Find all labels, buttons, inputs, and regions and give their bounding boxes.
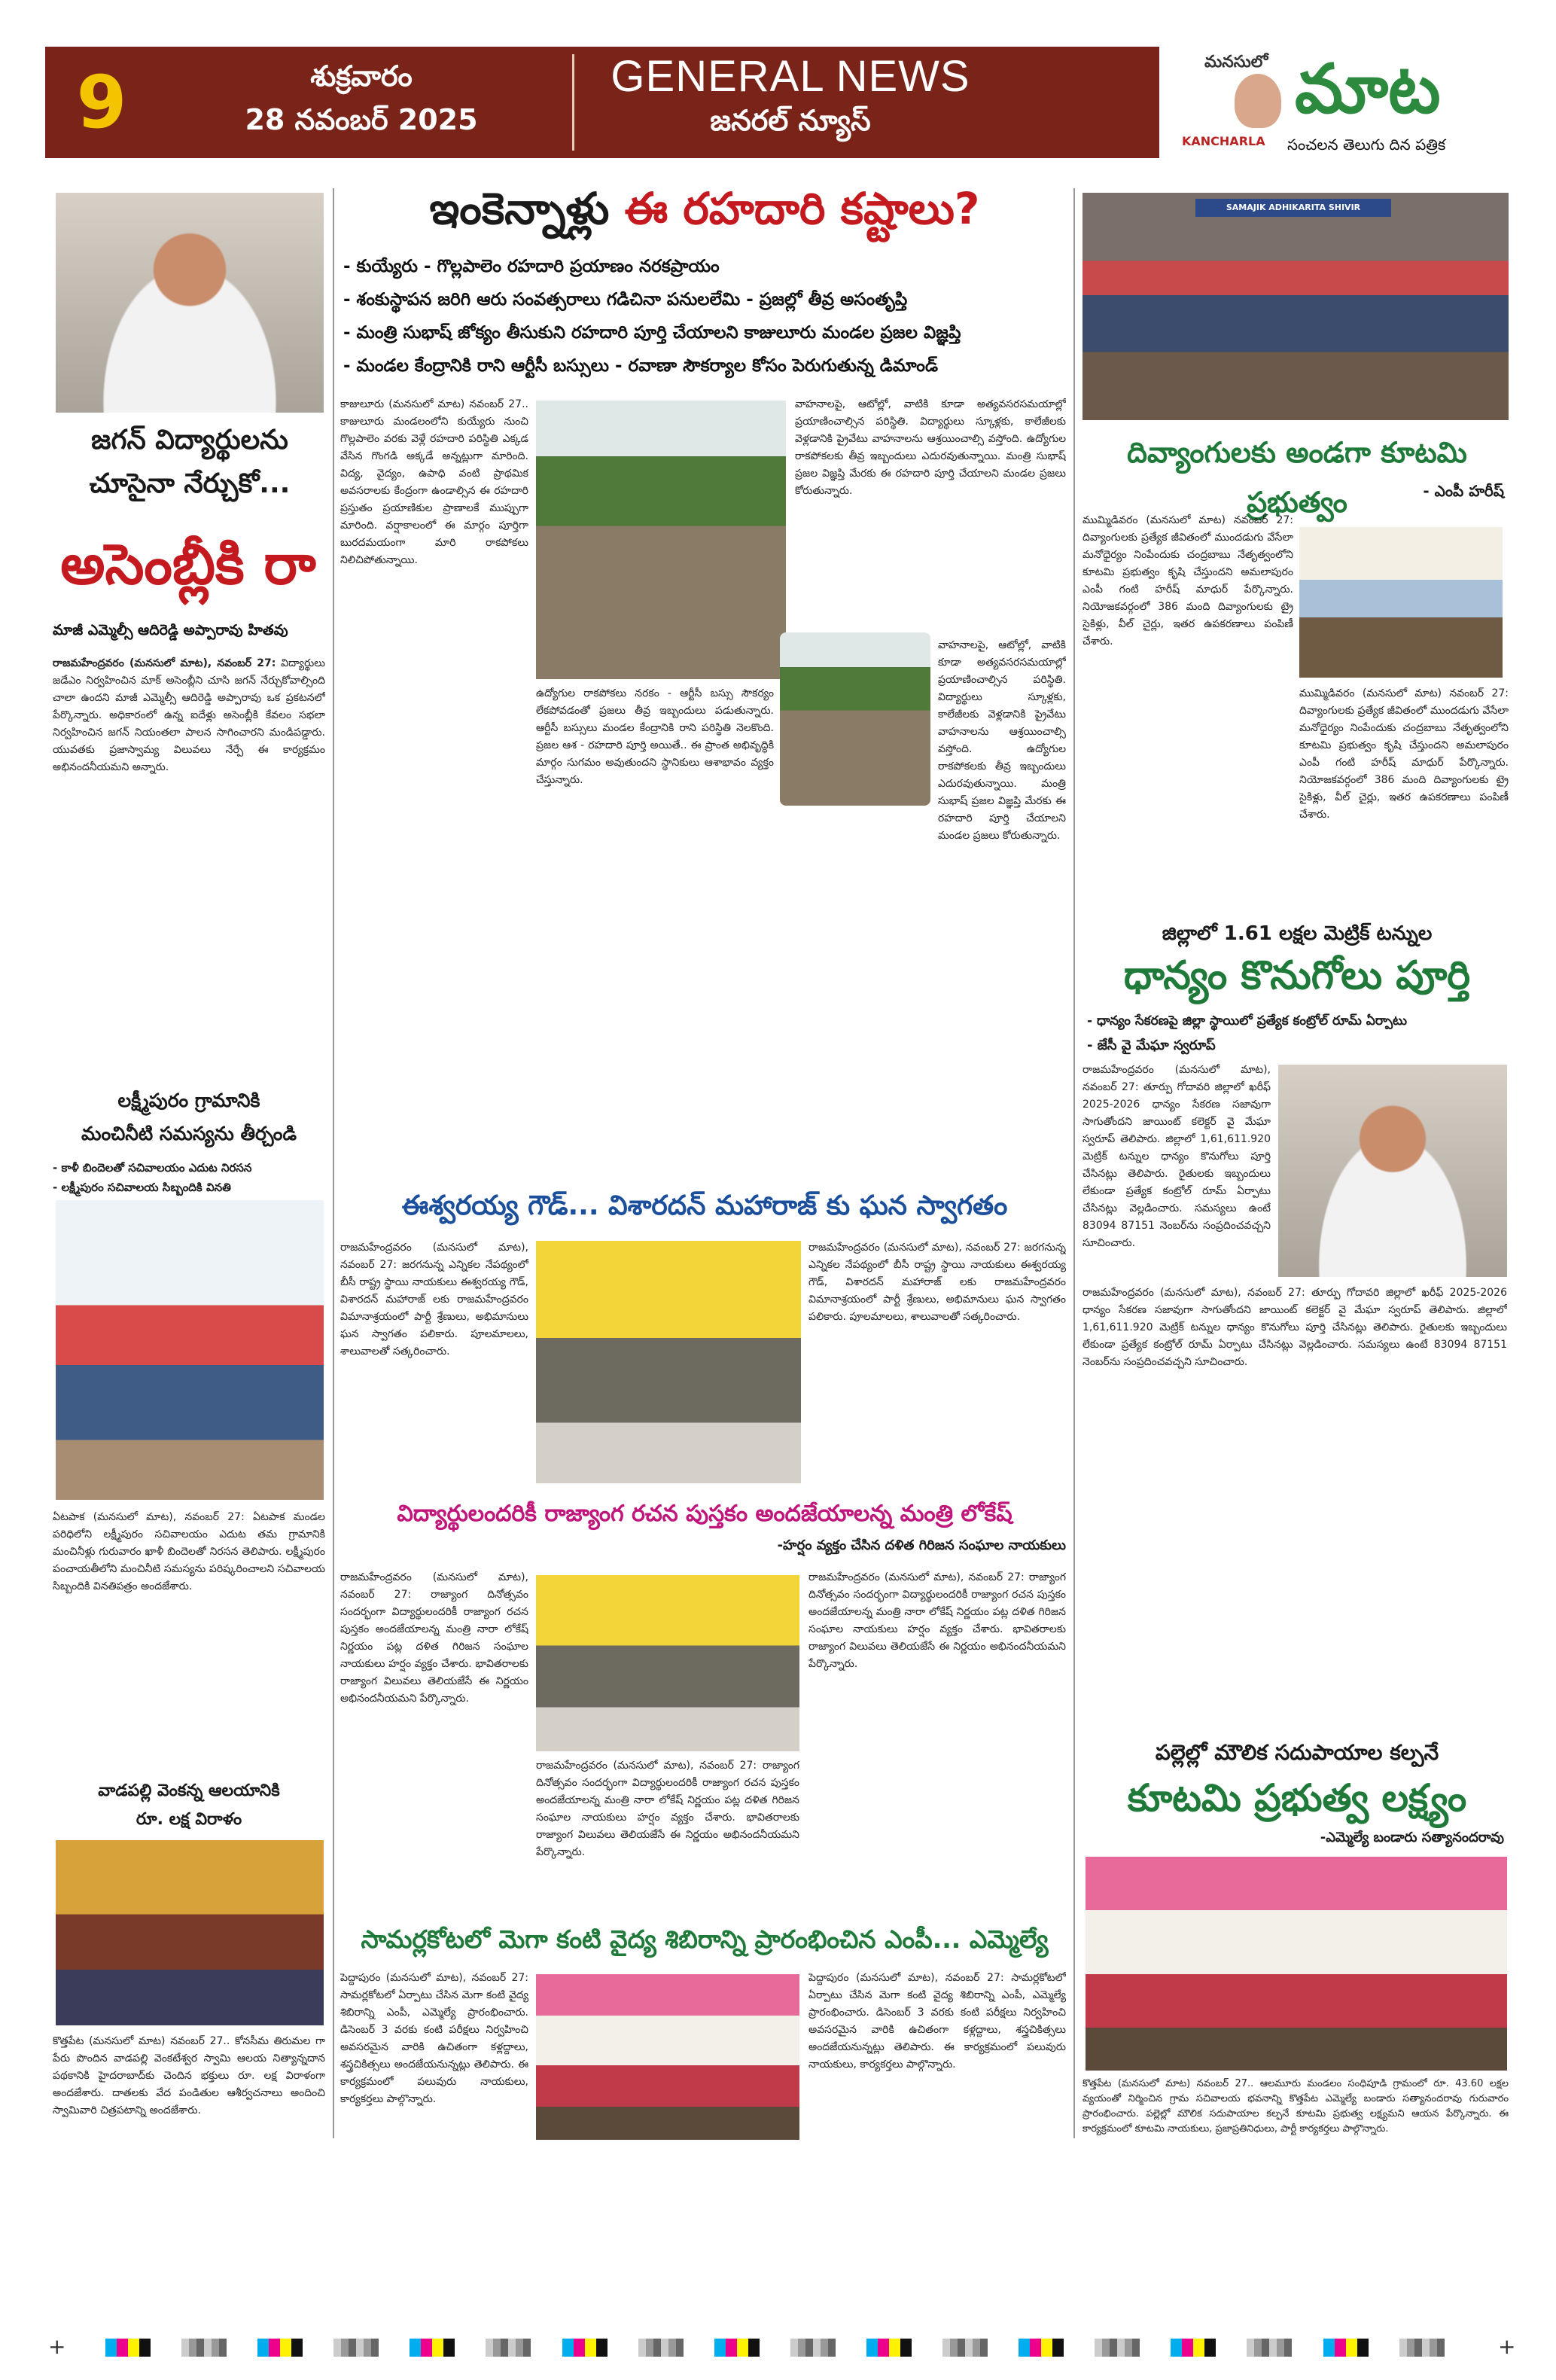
right-story2-body-col2: రాజమహేంద్రవరం (మనసులో మాట), నవంబర్ 27: తూర్పు గోదావరి జిల్లాలో ఖరీఫ్ 2025-2026 ధాన్యం సేకరణ సజావుగా సాగుతోందని జాయింట్ కలెక్టర్ వై మేఘా స్వరూప్ తెలిపారు. జిల్లాలో 1,61,611.920 మెట్రిక్ టన్నుల ధాన్యం కొనుగోలు పూర్తి చేసినట్లు తెలిపారు. రైతులకు ఇబ్బందులు లేకుండా ప్రత్యేక కంట్రోల్ రూమ్ ఏర్పాటు చేసినట్లు వెల్లడించారు. సమస్యలు ఉంటే 83094 87151 నెంబర్‌ను సంప్రదించవచ్చని సూచించారు. <box>1083 1287 1507 1368</box>
issue-day: శుక్రవారం <box>310 59 413 93</box>
right-story2-head-big: ధాన్యం కొనుగోలు పూర్తి <box>1123 953 1471 998</box>
constitution-meeting-photo <box>536 1575 799 1751</box>
right-story2-head-small: జిల్లాలో 1.61 లక్షల మెట్రిక్ టన్నుల <box>1162 922 1433 945</box>
center-story4-body: పెద్దాపురం (మనసులో మాట), నవంబర్ 27: సామర్లకోటలో ఏర్పాటు చేసిన మెగా కంటి వైద్య శిబిరాన్ని ఎంపీ, ఎమ్మెల్యే ప్రారంభించారు. డిసెంబర్ 3 వరకు కంటి పరీక్షలు నిర్వహించి అవసరమైన వారికి ఉచితంగా కళ్లద్దాలు, శస్త్రచికిత్సలు అందజేయనున్నట్లు తెలిపారు. ఈ కార్యక్రమంలో పలువురు నాయకులు, కార్యకర్తలు పాల్గొన్నారు. <box>340 1972 528 2105</box>
left-story3-headline-line1: వాడపల్లి వెంకన్న ఆలయానికి <box>98 1781 280 1800</box>
right-story1-body: ముమ్మిడివరం (మనసులో మాట) నవంబర్ 27: దివ్యాంగులకు ప్రత్యేక జీవితంలో ముందడుగు వేసేలా మనోధైర్యం నింపేందుకు చంద్రబాబు నేతృత్వంలోని కూటమి ప్రభుత్వం కృషి చేస్తుందని అమలాపురం ఎంపీ గంటి హరీష్ మాధుర్ పేర్కొన్నారు. నియోజకవర్గంలో 386 మంది దివ్యాంగులకు ట్రై సైకిళ్లు, వీల్ చైర్లు, ఇతర ఉపకరణాలు పంపిణీ చేశారు. <box>1083 514 1293 648</box>
left-story2-headline-line2: మంచినీటి సమస్యను తీర్చండి <box>81 1123 297 1144</box>
color-bar <box>866 2339 912 2357</box>
left-headline-line1: జగన్ విద్యార్థులను <box>91 425 288 456</box>
gray-bar <box>486 2339 531 2357</box>
color-registration-strip <box>105 2339 1472 2360</box>
temple-donation-photo <box>56 1840 324 2025</box>
gray-bar <box>181 2339 227 2357</box>
color-bar <box>714 2339 760 2357</box>
center-bullet: - మండల కేంద్రానికి రాని ఆర్టీసీ బస్సులు - రవాణా సౌకర్యాల కోసం పెరుగుతున్న డిమాండ్ <box>343 356 938 376</box>
right-story1-byline: - ఎంపీ హరీష్ <box>1423 482 1504 500</box>
color-bar <box>105 2339 151 2357</box>
column-rule-right <box>1073 188 1075 2138</box>
airport-welcome-photo <box>536 1241 801 1483</box>
center-headline-red: ఈ రహదారి కష్టాలు? <box>624 183 980 234</box>
header-divider <box>572 54 574 151</box>
right-story3-byline: -ఎమ్మెల్యే బండారు సత్యానందరావు <box>1320 1830 1504 1845</box>
left-story3-headline-line2: రూ. లక్ష విరాళం <box>136 1810 242 1829</box>
color-bar <box>257 2339 303 2357</box>
gray-bar <box>1399 2339 1445 2357</box>
left-story3-headline <box>53 1777 325 1834</box>
issue-full-date: 28 నవంబర్ 2025 <box>245 103 478 136</box>
left-story-body <box>53 655 325 1077</box>
left-headline-line2: చూసైనా నేర్చుకో... <box>89 468 291 499</box>
left-story3-body: కొత్తపేట (మనసులో మాట) నవంబర్ 27.. కోనసీమ తిరుమల గా పేరు పొందిన వాడపల్లి వెంకటేశ్వర స్వామి ఆలయ నిత్యాన్నదాన పథకానికి హైదరాబాద్‌కు చెందిన భక్తులు రూ. లక్ష విరాళంగా అందజేశారు. దాతలకు వేద పండితుల ఆశీర్వచనాలు అందించి స్వామివారి చిత్రపటాన్ని అందజేశారు. <box>53 2035 325 2116</box>
center-bullet: - కుయ్యేరు - గొల్లపాలెం రహదారి ప్రయాణం నరకప్రాయం <box>343 257 720 276</box>
camp-banner-sign: SAMAJIK ADHIKARITA SHIVIR <box>1195 199 1391 217</box>
right-story1-headline: దివ్యాంగులకు అండగా కూటమి ప్రభుత్వం <box>1127 436 1467 519</box>
water-protest-photo <box>56 1200 324 1500</box>
section-title-en: GENERAL NEWS <box>611 52 970 101</box>
disabled-welfare-camp-photo <box>1083 193 1509 420</box>
center-story3-sub: -హర్షం వ్యక్తం చేసిన దళిత గిరిజన సంఘాల నాయకులు <box>777 1537 1066 1553</box>
center-bullet: - శంకుస్థాపన జరిగి ఆరు సంవత్సరాలు గడిచినా పనులలేమి - ప్రజల్లో తీవ్ర అసంతృప్తి <box>343 290 908 309</box>
issue-date <box>203 54 519 142</box>
center-story3-body-col2: రాజమహేంద్రవరం (మనసులో మాట), నవంబర్ 27: రాజ్యాంగ దినోత్సవం సందర్భంగా విద్యార్థులందరికీ రాజ్యాంగ రచన పుస్తకం అందజేయాలన్న మంత్రి నారా లోకేష్ నిర్ణయం పట్ల దళిత గిరిజన సంఘాల నాయకులు హర్షం వ్యక్తం చేశారు. భావితరాలకు రాజ్యాంగ విలువలు తెలియజేసే ఈ నిర్ణయం అభినందనీయమని పేర్కొన్నారు. <box>536 1760 799 1858</box>
center-headline-black: ఇంకెన్నాళ్లు <box>429 183 610 234</box>
left-dateline: రాజమహేంద్రవరం (మనసులో మాట), నవంబర్ 27: <box>53 657 276 669</box>
center-story3-headline: విద్యార్థులందరికీ రాజ్యాంగ రచన పుస్తకం అందజేయాలన్న మంత్రి లోకేష్ <box>397 1501 1012 1527</box>
gray-bar <box>1095 2339 1140 2357</box>
left-story2-headline <box>53 1084 325 1150</box>
gray-bar <box>790 2339 836 2357</box>
center-story2-headline: ఈశ్వరయ్య గౌడ్... విశారదన్ మహారాజ్ కు ఘన స్వాగతం <box>401 1190 1008 1221</box>
logo-name: KANCHARLA <box>1182 134 1265 148</box>
left-body-text: విద్యార్థులు జడేఎం నిర్వహించిన మాక్ అసెంబ్లీని చూసి జగన్ నేర్చుకోవాల్సింది చాలా ఉందని మాజీ ఎమ్మెల్సీ ఆదిరెడ్డి అప్పారావు ఒక ప్రకటనలో పేర్కొన్నారు. అధికారంలో ఉన్న ఐదేళ్లు అసెంబ్లీకి కేవలం సభలా నిర్వహించిన జగన్ నియంతలా పాలన సాగించారని మండిపడ్డారు. యువతకు ప్రజాస్వామ్య విలువలు నేర్పే ఈ కార్యక్రమం అభినందనీయమని అన్నారు. <box>53 657 325 773</box>
color-bar <box>410 2339 455 2357</box>
section-title-te: జనరల్ న్యూస్ <box>710 104 871 137</box>
color-bar <box>1019 2339 1064 2357</box>
center-bullet: - మంత్రి సుభాష్ జోక్యం తీసుకుని రహదారి పూర్తి చేయాలని కాజులూరు మండల ప్రజల విజ్ఞప్తి <box>343 323 961 343</box>
center-story4-body-col2: పెద్దాపురం (మనసులో మాట), నవంబర్ 27: సామర్లకోటలో ఏర్పాటు చేసిన మెగా కంటి వైద్య శిబిరాన్ని ఎంపీ, ఎమ్మెల్యే ప్రారంభించారు. డిసెంబర్ 3 వరకు కంటి పరీక్షలు నిర్వహించి అవసరమైన వారికి ఉచితంగా కళ్లద్దాలు, శస్త్రచికిత్సలు అందజేయనున్నట్లు తెలిపారు. ఈ కార్యక్రమంలో పలువురు నాయకులు, కార్యకర్తలు పాల్గొన్నారు. <box>808 1972 1066 2071</box>
ribbon-cutting-photo <box>1086 1857 1507 2071</box>
road-story-body-col3b: వాహనాలపై, ఆటోల్లో, వాటికి కూడా అత్యవసరసమయాల్లో ప్రయాణించాల్సిన పరిస్థితి. విద్యార్థులు స్కూళ్లకు, కాలేజీలకు వెళ్లడానికి ప్రైవేటు వాహనాలను ఆశ్రయించాల్సి వస్తోంది. ఉద్యోగుల రాకపోకలకు తీవ్ర ఇబ్బందులు ఎదురవుతున్నాయి. మంత్రి సుభాష్ ప్రజల విజ్ఞప్తి మేరకు ఈ రహదారి పూర్తి చేయాలని మండల ప్రజలు కోరుతున్నారు. <box>938 639 1066 842</box>
gray-bar <box>638 2339 684 2357</box>
left-story2-sub2: - లక్ష్మీపురం సచివాలయ సిబ్బందికి వినతి <box>53 1181 231 1194</box>
road-story-body-col2: ఉద్యోగుల రాకపోకలు నరకం - ఆర్టీసీ బస్సు సౌకర్యం లేకపోవడంతో ప్రజలు తీవ్ర ఇబ్బందులు పడుతున్నారు. ఆర్టీసీ బస్సులు మండల కేంద్రానికి రాని పరిస్థితి నెలకొంది. ప్రజల ఆశ - రహదారి పూర్తి అయితే.. ఈ ప్రాంత అభివృద్ధికి మార్గం సుగమం అవుతుందని స్థానికులు ఆశాభావం వ్యక్తం చేస్తున్నారు. <box>536 687 774 786</box>
right-story2-sub: - ధాన్యం సేకరణపై జిల్లా స్థాయిలో ప్రత్యేక కంట్రోల్ రూమ్ ఏర్పాటు <box>1087 1013 1408 1028</box>
right-story3-head-big: కూటమి ప్రభుత్వ లక్ష్యం <box>1127 1776 1467 1820</box>
left-big-headline: అసెంబ్లీకి రా <box>60 532 316 597</box>
color-bar <box>562 2339 607 2357</box>
center-main-headline <box>343 178 1066 239</box>
left-subhead: మాజీ ఎమ్మెల్సీ ఆదిరెడ్డి అప్పారావు హితవు <box>53 622 288 638</box>
gray-bar <box>942 2339 988 2357</box>
logo-portrait-icon <box>1235 74 1281 128</box>
right-story3-body: కొత్తపేట (మనసులో మాట) నవంబర్ 27.. ఆలమూరు మండలం సంధిపూడి గ్రామంలో రూ. 43.60 లక్షల వ్యయంతో నిర్మించిన గ్రామ సచివాలయ భవనాన్ని కొత్తపేట ఎమ్మెల్యే బండారు సత్యానందరావు గురువారం ప్రారంభించారు. పల్లెల్లో మౌలిక సదుపాయాల కల్పనే కూటమి ప్రభుత్వ లక్ష్యమని ఆయన పేర్కొన్నారు. ఈ కార్యక్రమంలో కూటమి నాయకులు, ప్రజాప్రతినిధులు, పార్టీ కార్యకర్తలు పాల్గొన్నారు. <box>1083 2078 1509 2135</box>
road-story-body-col1: కాజులూరు (మనసులో మాట) నవంబర్ 27.. కాజులూరు మండలంలోని కుయ్యేరు నుంచి గొల్లపాలెం వరకు వెళ్లే రహదారి పరిస్థితి ఎక్కడ వేసిన గొంగడి అక్కడే అన్నట్లుగా మారింది. విద్య, వైద్యం, ఉపాధి వంటి ప్రాథమిక అవసరాలకు కేంద్రంగా ఉండాల్సిన ఈ రహదారి ప్రస్తుతం ప్రయాణికుల ప్రాణాలకే ముప్పుగా మారింది. వర్షాకాలంలో ఈ మార్గం పూర్తిగా బురదమయంగా మారి రాకపోకలు నిలిచిపోతున్నాయి. <box>340 398 528 566</box>
registration-cross-right-icon: + <box>1498 2334 1516 2359</box>
logo-small-text: మనసులో <box>1204 53 1268 72</box>
joint-collector-photo <box>1278 1065 1507 1277</box>
color-bar <box>1323 2339 1369 2357</box>
left-story2-subs <box>53 1158 325 1197</box>
right-story3-head-small: పల్లెల్లో మౌలిక సదుపాయాల కల్పనే <box>1155 1740 1439 1765</box>
portrait-photo <box>56 193 324 413</box>
muddy-road-photo <box>780 632 930 806</box>
column-rule-left <box>333 188 334 2138</box>
left-story2-headline-line1: లక్ష్మీపురం గ్రామానికి <box>117 1089 260 1111</box>
damaged-road-photo <box>536 401 786 679</box>
center-story4-headline: సామర్లకోటలో మెగా కంటి వైద్య శిబిరాన్ని ప్రారంభించిన ఎంపీ... ఎమ్మెల్యే <box>361 1924 1049 1954</box>
right-story2-byline: - జేసీ వై మేఘా స్వరూప్ <box>1087 1038 1216 1053</box>
left-headline <box>56 419 324 506</box>
mp-harish-photo <box>1299 527 1503 678</box>
gray-bar <box>1247 2339 1292 2357</box>
right-story2-body: రాజమహేంద్రవరం (మనసులో మాట), నవంబర్ 27: తూర్పు గోదావరి జిల్లాలో ఖరీఫ్ 2025-2026 ధాన్యం సేకరణ సజావుగా సాగుతోందని జాయింట్ కలెక్టర్ వై మేఘా స్వరూప్ తెలిపారు. జిల్లాలో 1,61,611.920 మెట్రిక్ టన్నుల ధాన్యం కొనుగోలు పూర్తి చేసినట్లు తెలిపారు. రైతులకు ఇబ్బందులు లేకుండా ప్రత్యేక కంట్రోల్ రూమ్ ఏర్పాటు చేసినట్లు వెల్లడించారు. సమస్యలు ఉంటే 83094 87151 నెంబర్‌ను సంప్రదించవచ్చని సూచించారు. <box>1083 1064 1271 1249</box>
registration-cross-left-icon: + <box>48 2334 66 2359</box>
center-story3-body: రాజమహేంద్రవరం (మనసులో మాట), నవంబర్ 27: రాజ్యాంగ దినోత్సవం సందర్భంగా విద్యార్థులందరికీ రాజ్యాంగ రచన పుస్తకం అందజేయాలన్న మంత్రి నారా లోకేష్ నిర్ణయం పట్ల దళిత గిరిజన సంఘాల నాయకులు హర్షం వ్యక్తం చేశారు. భావితరాలకు రాజ్యాంగ విలువలు తెలియజేసే ఈ నిర్ణయం అభినందనీయమని పేర్కొన్నారు. <box>340 1571 528 1705</box>
color-bar <box>1171 2339 1216 2357</box>
gray-bar <box>333 2339 379 2357</box>
road-story-body-col3: వాహనాలపై, ఆటోల్లో, వాటికి కూడా అత్యవసరసమయాల్లో ప్రయాణించాల్సిన పరిస్థితి. విద్యార్థులు స్కూళ్లకు, కాలేజీలకు వెళ్లడానికి ప్రైవేటు వాహనాలను ఆశ్రయించాల్సి వస్తోంది. ఉద్యోగుల రాకపోకలకు తీవ్ర ఇబ్బందులు ఎదురవుతున్నాయి. మంత్రి సుభాష్ ప్రజల విజ్ఞప్తి మేరకు ఈ రహదారి పూర్తి చేయాలని మండల ప్రజలు కోరుతున్నారు. <box>795 398 1066 497</box>
left-story2-sub1: - కాళీ బిందెలతో సచివాలయం ఎదుట నిరసన <box>53 1161 252 1175</box>
left-story2-body: ఏటపాక (మనసులో మాట), నవంబర్ 27: ఏటపాక మండల పరిధిలోని లక్ష్మీపురం సచివాలయం ఎదుట తమ గ్రామానికి మంచినీళ్లు గురువారం ఖాళీ బిందెలతో నిరసన తెలిపారు. లక్ష్మీపురం పంచాయతీలోని మంచినీటి సమస్యను పరిష్కరించాలని సచివాలయ సిబ్బందికి వినతిపత్రం అందజేశారు. <box>53 1511 325 1592</box>
logo-main-text: మాట <box>1295 50 1441 129</box>
center-bullets <box>343 250 1066 382</box>
center-story2-body-col2: రాజమహేంద్రవరం (మనసులో మాట), నవంబర్ 27: జరగనున్న ఎన్నికల నేపథ్యంలో బీసీ రాష్ట్ర స్థాయి నాయకులు ఈశ్వరయ్య గౌడ్, విశారదన్ మహారాజ్ లకు రాజమహేంద్రవరం విమానాశ్రయంలో పార్టీ శ్రేణులు, అభిమానులు ఘన స్వాగతం పలికారు. పూలమాలలు, శాలువాలతో సత్కరించారు. <box>808 1242 1066 1323</box>
right-story1-body-col2: ముమ్మిడివరం (మనసులో మాట) నవంబర్ 27: దివ్యాంగులకు ప్రత్యేక జీవితంలో ముందడుగు వేసేలా మనోధైర్యం నింపేందుకు చంద్రబాబు నేతృత్వంలోని కూటమి ప్రభుత్వం కృషి చేస్తుందని అమలాపురం ఎంపీ గంటి హరీష్ మాధుర్ పేర్కొన్నారు. నియోజకవర్గంలో 386 మంది దివ్యాంగులకు ట్రై సైకిళ్లు, వీల్ చైర్లు, ఇతర ఉపకరణాలు పంపిణీ చేశారు. <box>1299 687 1509 821</box>
center-story2-body: రాజమహేంద్రవరం (మనసులో మాట), నవంబర్ 27: జరగనున్న ఎన్నికల నేపథ్యంలో బీసీ రాష్ట్ర స్థాయి నాయకులు ఈశ్వరయ్య గౌడ్, విశారదన్ మహారాజ్ లకు రాజమహేంద్రవరం విమానాశ్రయంలో పార్టీ శ్రేణులు, అభిమానులు ఘన స్వాగతం పలికారు. పూలమాలలు, శాలువాలతో సత్కరించారు. <box>340 1242 528 1358</box>
eye-camp-photo <box>536 1974 799 2140</box>
center-story3-body-col3: రాజమహేంద్రవరం (మనసులో మాట), నవంబర్ 27: రాజ్యాంగ దినోత్సవం సందర్భంగా విద్యార్థులందరికీ రాజ్యాంగ రచన పుస్తకం అందజేయాలన్న మంత్రి నారా లోకేష్ నిర్ణయం పట్ల దళిత గిరిజన సంఘాల నాయకులు హర్షం వ్యక్తం చేశారు. భావితరాలకు రాజ్యాంగ విలువలు తెలియజేసే ఈ నిర్ణయం అభినందనీయమని పేర్కొన్నారు. <box>808 1571 1066 1670</box>
page-number: 9 <box>76 60 127 145</box>
logo-tagline: సంచలన తెలుగు దిన పత్రిక <box>1287 136 1446 154</box>
